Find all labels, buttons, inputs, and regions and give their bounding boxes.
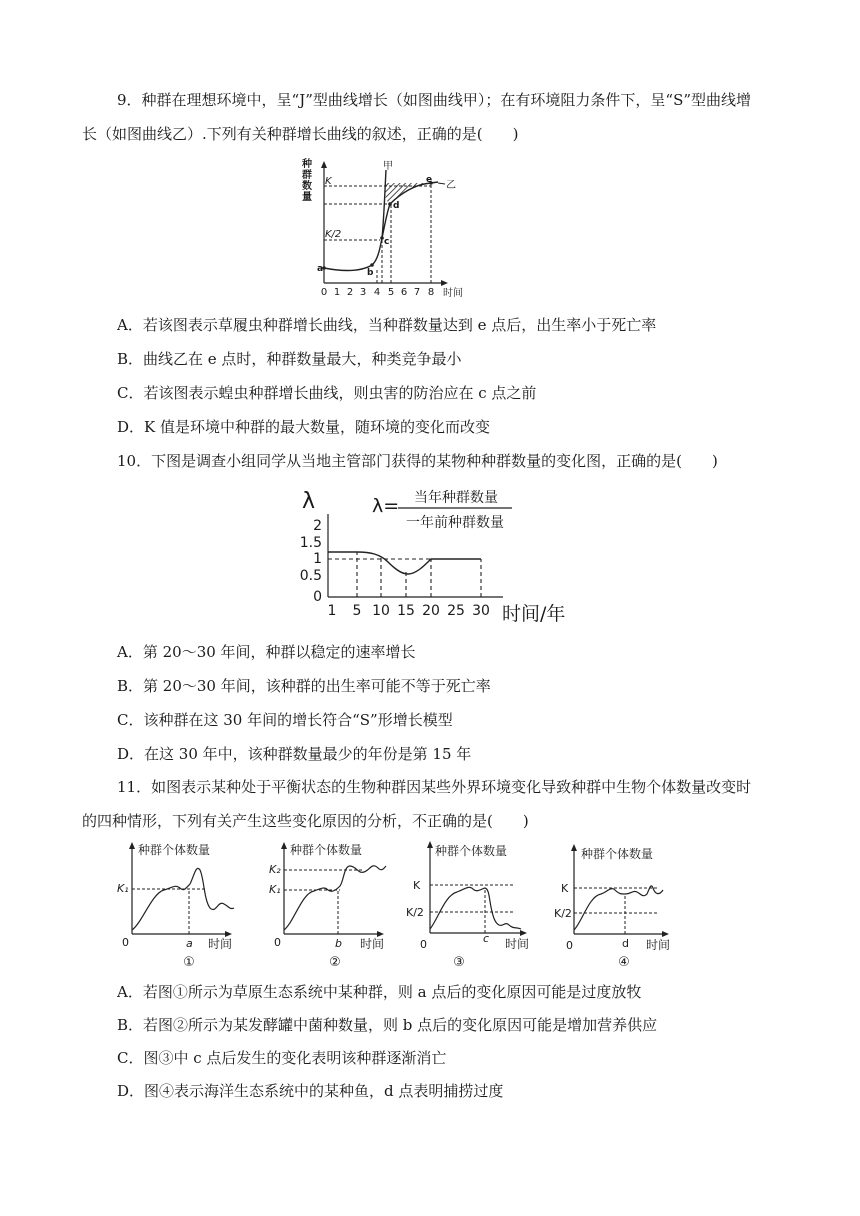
q10-xtick: 30: [472, 603, 490, 619]
q9-ylabel-char: 群: [302, 170, 312, 181]
q10-ytick: 1.5: [299, 535, 322, 551]
q11-f3-ylabel: 种群个体数量: [435, 844, 508, 858]
q11-stem-line1: 11．如图表示某种处于平衡状态的生物种群因某些外界环境变化导致种群中生物个体数量改变时: [117, 778, 752, 796]
q9-point-a: a: [317, 264, 324, 274]
q11-f2-ytick: K₁: [269, 883, 281, 896]
q11-f4-num: ④: [618, 955, 630, 970]
q11-f3-ytick: K: [413, 879, 421, 892]
q9-xtick: 7: [413, 287, 421, 298]
q9-curve-yi: [324, 182, 438, 270]
q9-xtick: 8: [427, 287, 435, 298]
q9-option-d: D．K 值是环境中种群的最大数量，随环境的变化而改变: [117, 418, 491, 436]
q9-xtick: 5: [387, 287, 395, 298]
q10-stem: 10．下图是调查小组同学从当地主管部门获得的某物种种群数量的变化图，正确的是( ): [117, 452, 718, 470]
q11-f2-xlabel: 时间: [360, 937, 385, 951]
q11-option-a: A．若图①所示为草原生态系统中某种群，则 a 点后的变化原因可能是过度放牧: [117, 983, 642, 1001]
q9-xtick: 1: [333, 287, 341, 298]
q10-ytick: 2: [313, 518, 322, 534]
q11-figure-3: [405, 835, 540, 972]
q9-xtick: 2: [346, 287, 354, 298]
q10-formula-lhs: λ=: [372, 495, 400, 517]
q9-label-yi: 乙: [446, 180, 456, 191]
q9-xlabel: 时间: [443, 288, 463, 299]
q11-f2-num: ②: [329, 955, 341, 970]
q10-figure: [298, 482, 588, 630]
q9-point-d: d: [393, 201, 400, 211]
q11-stem-line2: 的四种情形，下列有关产生这些变化原因的分析，不正确的是( ): [82, 812, 529, 830]
q10-ytick: 0: [313, 589, 322, 605]
q9-option-b: B．曲线乙在 e 点时，种群数量最大，种类竞争最小: [117, 350, 462, 368]
q11-f1-xlabel: 时间: [208, 937, 233, 951]
q10-option-d: D．在这 30 年中，该种群数量最少的年份是第 15 年: [117, 745, 472, 763]
q11-option-d: D．图④表示海洋生态系统中的某种鱼，d 点表明捕捞过度: [117, 1082, 504, 1100]
q11-f1-ytick: K₁: [117, 882, 129, 895]
q10-xtick: 25: [447, 603, 465, 619]
q10-xtick: 10: [372, 603, 390, 619]
q11-f4-xlabel: 时间: [646, 938, 671, 952]
q10-xtick: 15: [397, 603, 415, 619]
q10-formula-den: 一年前种群数量: [406, 515, 504, 531]
q9-hatched-area: [384, 183, 431, 204]
q9-xtick: 3: [359, 287, 367, 298]
q11-f2-mark: b: [335, 937, 342, 950]
q11-f4-ylabel: 种群个体数量: [581, 847, 654, 861]
q11-f1-mark: a: [186, 937, 193, 950]
q11-option-b: B．若图②所示为某发酵罐中菌种数量，则 b 点后的变化原因可能是增加营养供应: [117, 1016, 658, 1034]
q9-figure: [300, 158, 470, 300]
q9-point-e: e: [426, 175, 433, 185]
q10-option-c: C．该种群在这 30 年间的增长符合“S”形增长模型: [117, 711, 453, 729]
q9-xtick: 6: [400, 287, 408, 298]
q11-f4-origin: 0: [566, 939, 573, 952]
q9-xtick: 4: [373, 287, 381, 298]
q11-f2-ylabel: 种群个体数量: [290, 843, 363, 857]
q11-figure-4: [549, 838, 684, 972]
q9-ytick-k: K: [325, 176, 332, 187]
q11-f2-origin: 0: [274, 936, 281, 949]
q10-xlabel: 时间/年: [502, 603, 566, 625]
q9-y-arrow: [321, 161, 327, 168]
q9-x-arrow: [441, 280, 448, 286]
q11-figure-1: [112, 838, 247, 972]
q9-option-c: C．若该图表示蝗虫种群增长曲线，则虫害的防治应在 c 点之前: [117, 384, 537, 402]
q11-f4-ytick: K: [561, 882, 569, 895]
q9-option-a: A．若该图表示草履虫种群增长曲线，当种群数量达到 e 点后，出生率小于死亡率: [117, 316, 657, 334]
q11-f1-ylabel: 种群个体数量: [138, 843, 211, 857]
q9-stem-line2: 长（如图曲线乙）.下列有关种群增长曲线的叙述，正确的是( ): [82, 125, 519, 143]
q9-ylabel-char: 种: [302, 159, 312, 170]
q9-point-b: b: [367, 268, 374, 278]
q10-xtick: 5: [352, 603, 362, 619]
q9-label-jia: 甲: [383, 161, 393, 172]
q9-point-c: c: [384, 237, 390, 247]
q10-ytick: 0.5: [299, 568, 322, 584]
q9-ytick-k2: K/2: [325, 229, 342, 240]
q11-f1-num: ①: [183, 955, 195, 970]
q9-ylabel-char: 量: [302, 192, 312, 203]
q10-option-a: A．第 20～30 年间，种群以稳定的速率增长: [117, 643, 416, 661]
q11-f4-mark: d: [622, 937, 629, 950]
q9-stem-line1: 9．种群在理想环境中，呈“J”型曲线增长（如图曲线甲）；在有环境阻力条件下，呈“S”型曲线增: [117, 91, 752, 109]
q10-xtick: 1: [327, 603, 337, 619]
q10-xtick: 20: [422, 603, 440, 619]
q11-f3-xlabel: 时间: [505, 937, 530, 951]
q11-f3-origin: 0: [420, 938, 427, 951]
q11-f4-ytick: K/2: [554, 907, 572, 920]
q10-option-b: B．第 20～30 年间，该种群的出生率可能不等于死亡率: [117, 677, 491, 695]
q9-xtick: 0: [320, 287, 328, 298]
q10-lambda-curve: [328, 552, 481, 574]
q11-f1-origin: 0: [122, 936, 129, 949]
q10-formula-num: 当年种群数量: [414, 490, 498, 506]
q10-ylabel: λ: [302, 489, 316, 514]
q9-ylabel-char: 数: [302, 181, 312, 192]
q11-option-c: C．图③中 c 点后发生的变化表明该种群逐渐消亡: [117, 1049, 447, 1067]
q11-f3-mark: c: [483, 932, 490, 945]
q10-ytick: 1: [313, 551, 322, 567]
q11-figure-2: [264, 838, 399, 972]
q11-f3-ytick: K/2: [406, 906, 424, 919]
q11-f3-num: ③: [453, 955, 465, 970]
q11-f2-ytick: K₂: [269, 863, 281, 876]
